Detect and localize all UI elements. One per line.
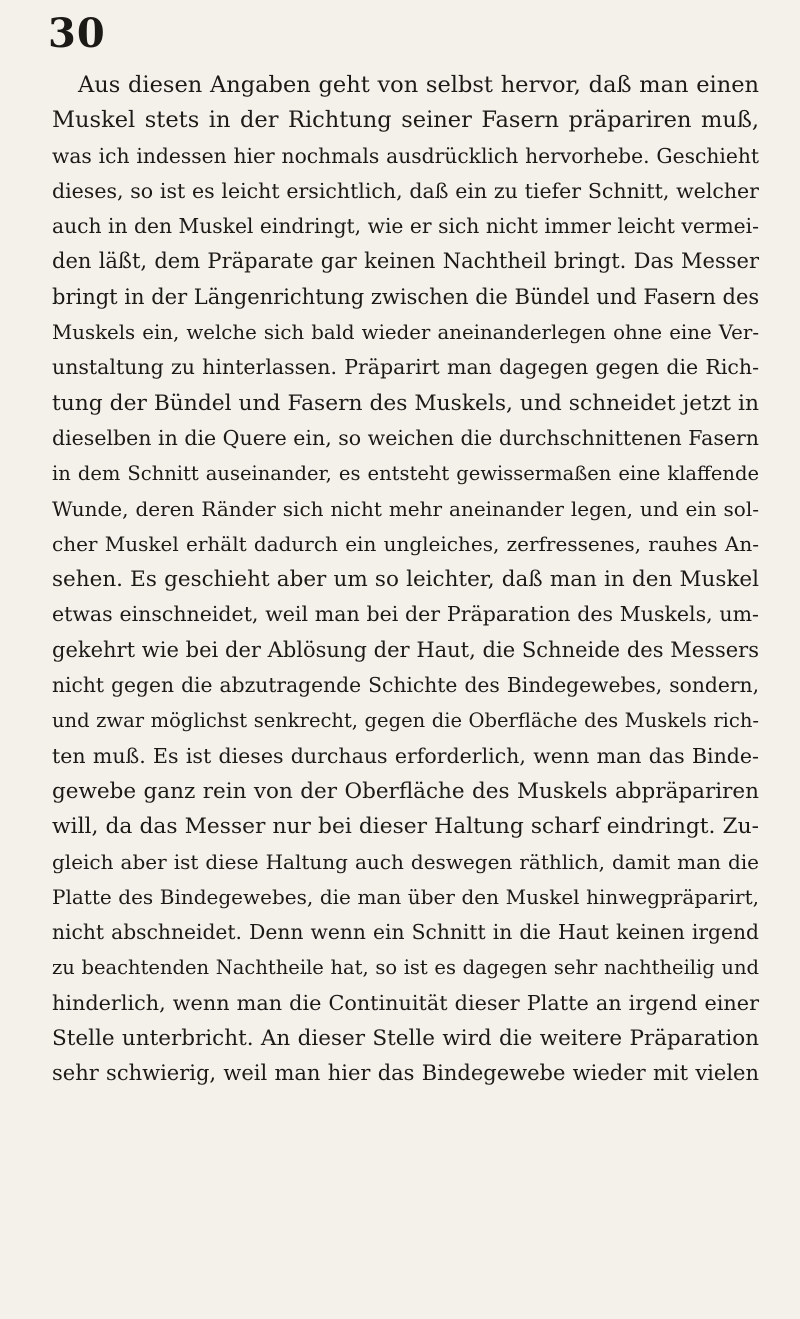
text-line-14: cher Muskel erhält dadurch ein ungleiches, zerfressenes, rauhes An- [52,531,759,556]
text-line-19: und zwar möglichst senkrecht, gegen die Oberfläche des Muskels rich- [52,709,759,733]
text-line-5: auch in den Muskel eindringt, wie er sich nicht immer leicht vermei- [52,214,759,239]
body-text [52,68,759,1092]
text-line-1: Aus diesen Angaben geht von selbst hervor, daß man einen [78,72,759,98]
page-number: 30 [48,10,106,57]
text-line-13: Wunde, deren Ränder sich nicht mehr aneinander legen, und ein sol- [52,496,759,521]
text-line-23: gleich aber ist diese Haltung auch deswegen räthlich, damit man die [52,849,759,874]
text-line-9: unstaltung zu hinterlassen. Präparirt man dagegen gegen die Rich- [52,355,759,380]
text-line-21: gewebe ganz rein von der Oberfläche des Muskels abpräpariren [52,778,759,804]
text-line-18: nicht gegen die abzutragende Schichte des Bindegewebes, sondern, [52,673,759,698]
text-line-6: den läßt, dem Präparate gar keinen Nachtheil bringt. Das Messer [52,249,759,274]
text-line-29: sehr schwierig, weil man hier das Bindegewebe wieder mit vielen [52,1061,759,1086]
text-line-28: Stelle unterbricht. An dieser Stelle wird die weitere Präparation [52,1026,759,1052]
text-line-20: ten muß. Es ist dieses durchaus erforderlich, wenn man das Binde- [52,743,759,768]
text-line-11: dieselben in die Quere ein, so weichen die durchschnittenen Fasern [52,425,759,450]
text-line-10: tung der Bündel und Fasern des Muskels, und schneidet jetzt in [52,390,759,416]
text-line-3: was ich indessen hier nochmals ausdrücklich hervorhebe. Geschieht [52,143,759,168]
text-line-15: sehen. Es geschieht aber um so leichter, daß man in den Muskel [52,567,759,593]
text-line-16: etwas einschneidet, weil man bei der Präparation des Muskels, um- [52,602,759,627]
text-line-24: Platte des Bindegewebes, die man über den Muskel hinwegpräparirt, [52,884,759,909]
text-line-2: Muskel stets in der Richtung seiner Fasern präpariren muß, [52,107,759,134]
text-line-27: hinderlich, wenn man die Continuität dieser Platte an irgend einer [52,990,759,1015]
text-line-12: in dem Schnitt auseinander, es entsteht gewissermaßen eine klaffende [52,462,759,486]
text-line-17: gekehrt wie bei der Ablösung der Haut, die Schneide des Messers [52,637,759,662]
text-line-7: bringt in der Längenrichtung zwischen die Bündel und Fasern des [52,284,760,309]
text-line-25: nicht abschneidet. Denn wenn ein Schnitt in die Haut keinen irgend [52,920,759,945]
text-line-8: Muskels ein, welche sich bald wieder aneinanderlegen ohne eine Ver- [52,321,759,345]
text-line-22: will, da das Messer nur bei dieser Haltung scharf eindringt. Zu- [52,814,759,840]
text-line-4: dieses, so ist es leicht ersichtlich, daß ein zu tiefer Schnitt, welcher [52,178,759,203]
text-line-26: zu beachtenden Nachtheile hat, so ist es dagegen sehr nachtheilig und [52,956,759,980]
